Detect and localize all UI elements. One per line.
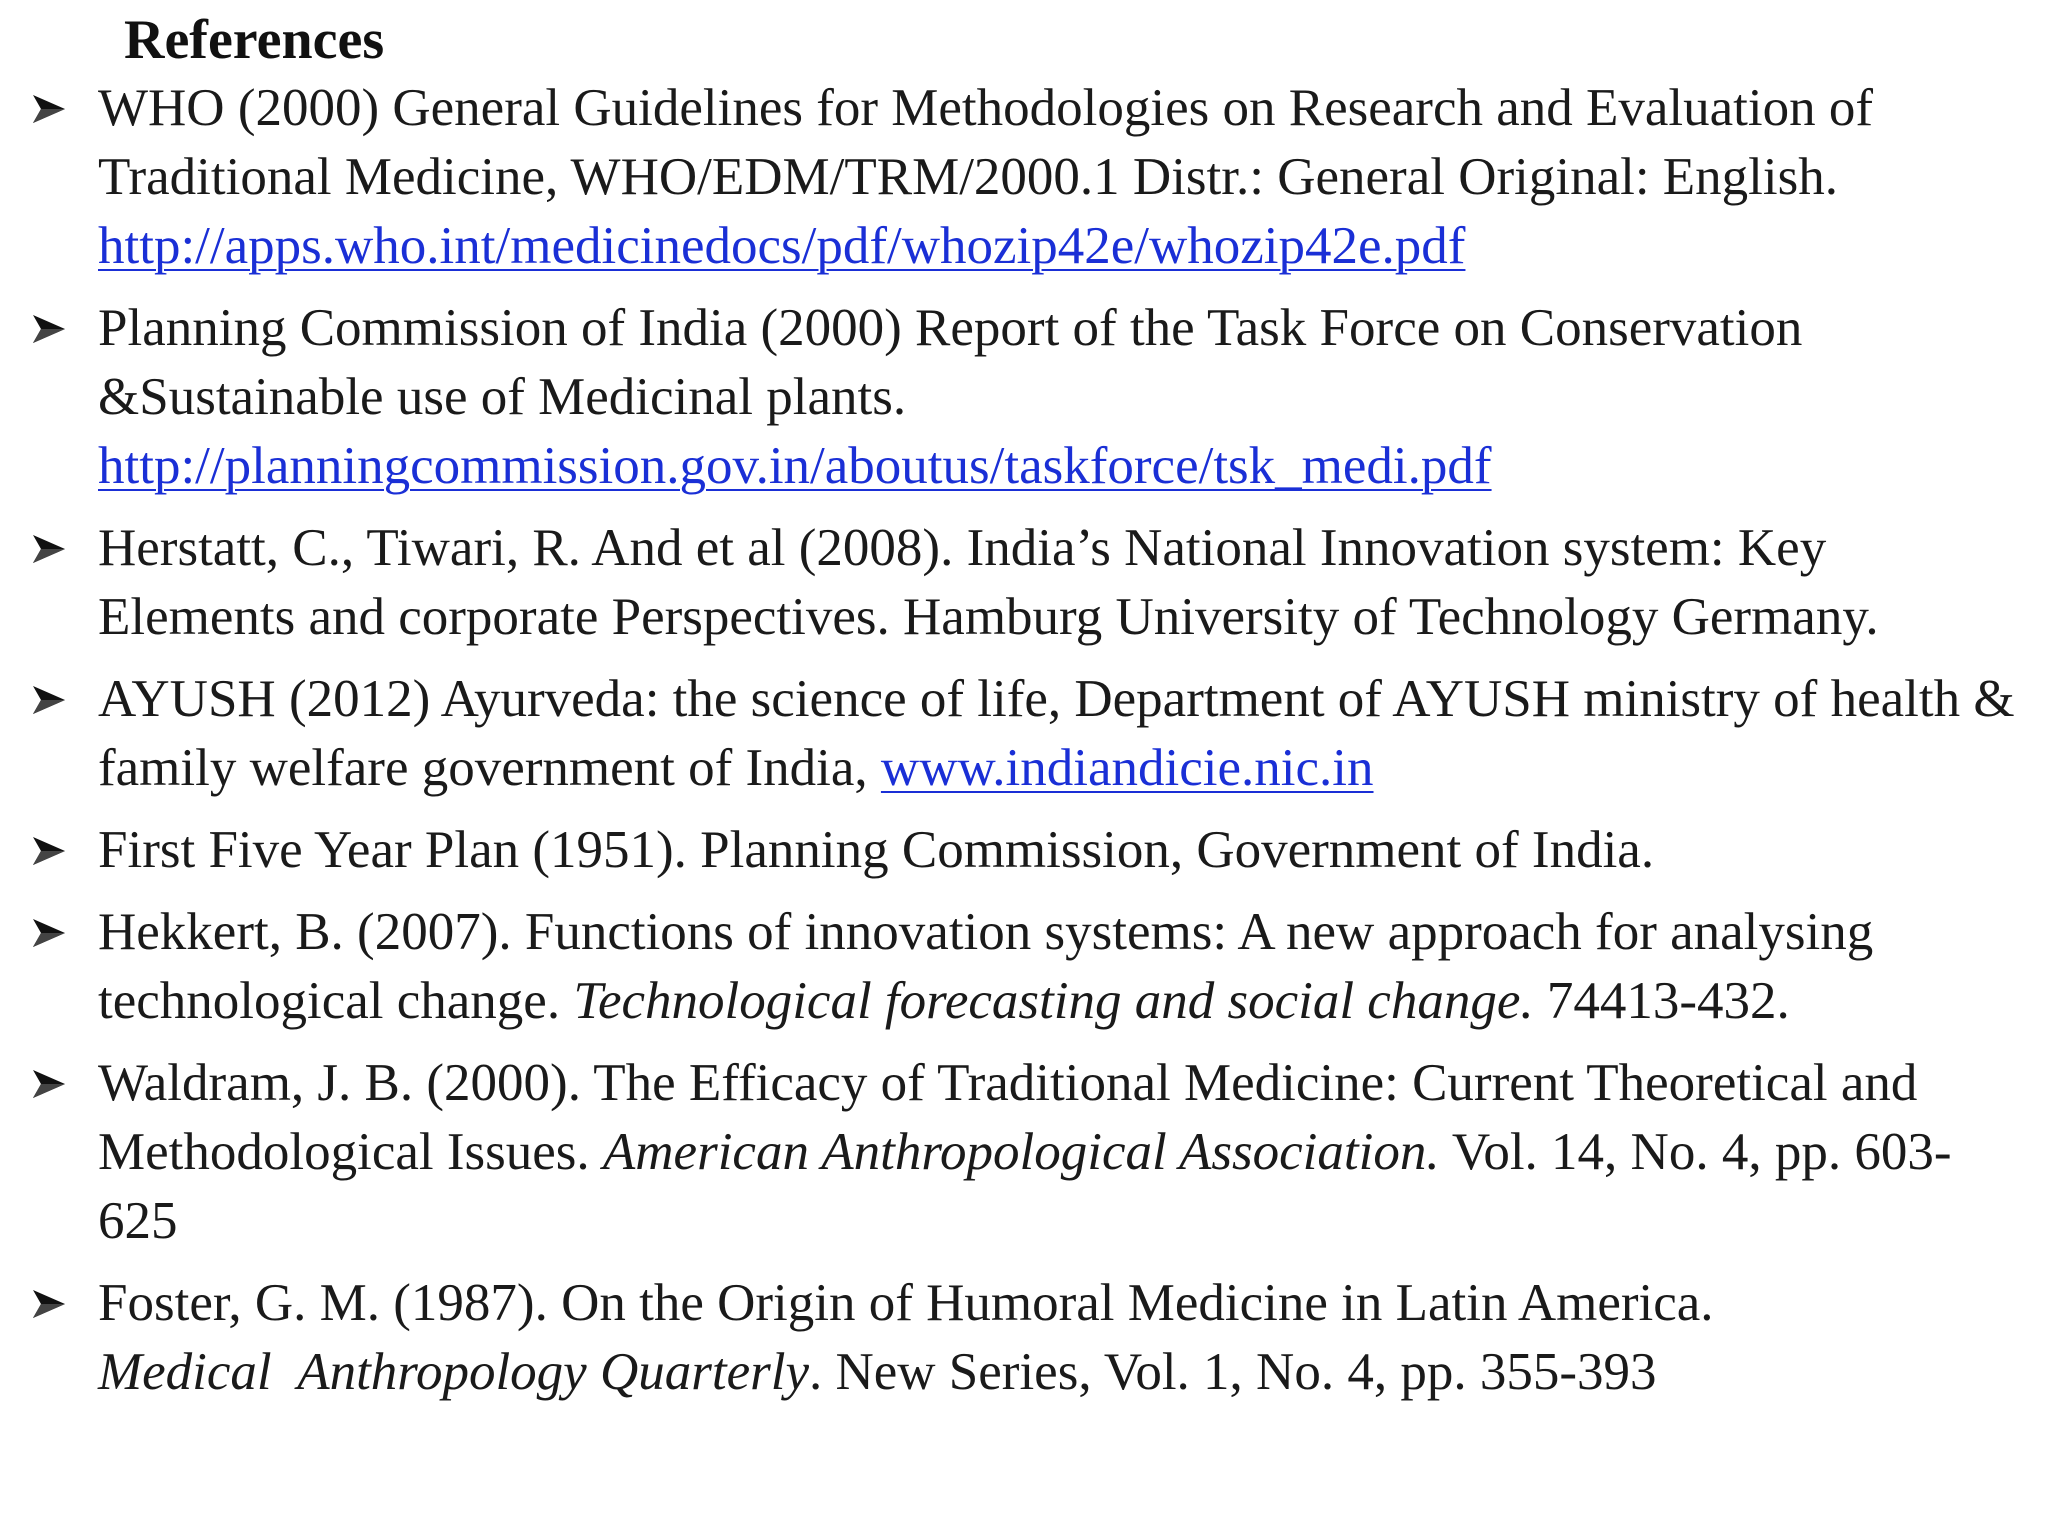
arrowhead-bullet-icon [26, 898, 72, 967]
reference-text: WHO (2000) General Guidelines for Methodologies on Research and Evaluation of Traditional Medicine, WHO/EDM/TRM/2000.1 Distr.: General Original: English. [98, 79, 1873, 206]
reference-item [0, 514, 2048, 652]
arrowhead-bullet-icon [26, 665, 72, 734]
arrowhead-bullet-icon [26, 514, 72, 583]
arrowhead-bullet-icon [26, 1269, 72, 1338]
reference-text: Waldram, J. B. (2000). The Efficacy of Traditional Medicine: Current Theoretical and Methodological Issues. [98, 1054, 1918, 1181]
reference-text: Hekkert, B. (2007). Functions of innovation systems: A new approach for analysing technological change. [98, 903, 1874, 1030]
reference-link[interactable]: www.indiandicie.nic.in [880, 739, 1374, 797]
reference-text: Herstatt, C., Tiwari, R. And et al (2008). India’s National Innovation system: Key Elements and corporate Perspectives. Hamburg University of Technology Germany. [98, 519, 1879, 646]
reference-item [0, 74, 2048, 281]
reference-item [0, 898, 2048, 1036]
reference-item [0, 1269, 2048, 1407]
arrowhead-bullet-icon [26, 294, 72, 363]
reference-list [0, 74, 2048, 1420]
reference-tail: 74413-432. [1546, 972, 1790, 1030]
reference-text: Foster, G. M. (1987). On the Origin of Humoral Medicine in Latin America. [98, 1274, 1714, 1332]
reference-item [0, 294, 2048, 501]
reference-tail: . New Series, Vol. 1, No. 4, pp. 355-393 [808, 1343, 1657, 1401]
reference-link[interactable]: http://apps.who.int/medicinedocs/pdf/whozip42e/whozip42e.pdf [98, 217, 1466, 275]
reference-text: Planning Commission of India (2000) Report of the Task Force on Conservation &Sustainable use of Medicinal plants. [98, 299, 1803, 426]
reference-text: AYUSH (2012) Ayurveda: the science of life, Department of AYUSH ministry of health & family welfare government of India, [98, 670, 2015, 797]
reference-journal: Medical Anthropology Quarterly [98, 1343, 809, 1401]
reference-journal: American Anthropological Association. [602, 1123, 1440, 1181]
reference-link[interactable]: http://planningcommission.gov.in/aboutus/taskforce/tsk_medi.pdf [98, 437, 1492, 495]
reference-item [0, 1049, 2048, 1256]
page-title: References [124, 9, 385, 71]
arrowhead-bullet-icon [26, 816, 72, 885]
reference-journal: Technological forecasting and social change. [573, 972, 1534, 1030]
reference-text: First Five Year Plan (1951). Planning Commission, Government of India. [98, 821, 1655, 879]
arrowhead-bullet-icon [26, 1049, 72, 1118]
arrowhead-bullet-icon [26, 74, 72, 143]
reference-tail: Vol. 14, No. 4, pp. 603-625 [98, 1123, 1952, 1250]
reference-item [0, 665, 2048, 803]
reference-item [0, 816, 2048, 885]
